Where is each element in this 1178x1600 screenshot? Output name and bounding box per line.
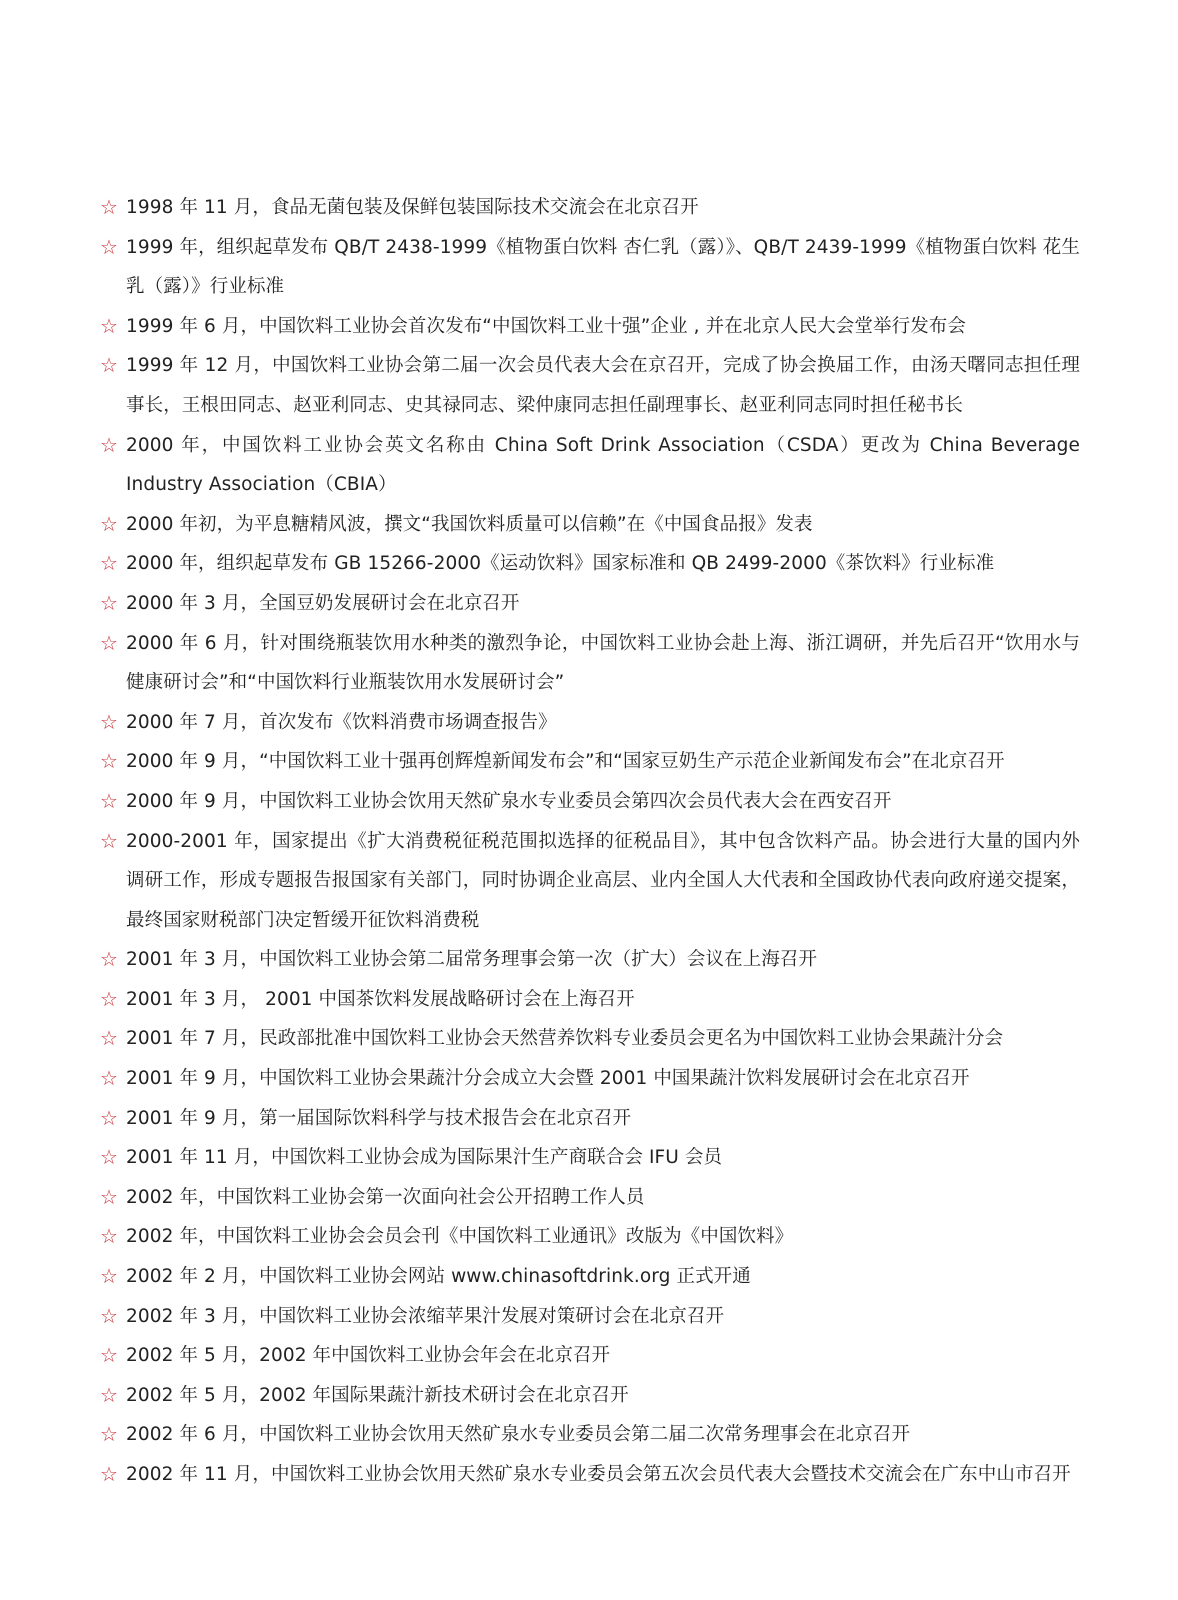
- event-item: [100, 1415, 1080, 1455]
- event-text: 2002 年 2 月，中国饮料工业协会网站 www.chinasoftdrink.org 正式开通: [126, 1266, 751, 1288]
- event-text: 1999 年 6 月，中国饮料工业协会首次发布“中国饮料工业十强”企业 , 并在北京人民大会堂举行发布会: [126, 315, 967, 337]
- star-outline-icon: ☆: [100, 1026, 119, 1051]
- star-outline-icon: ☆: [100, 551, 119, 576]
- event-text: 2001 年 3 月， 2001 中国茶饮料发展战略研讨会在上海召开: [126, 988, 635, 1010]
- event-text: 2002 年 5 月，2002 年国际果蔬汁新技术研讨会在北京召开: [126, 1384, 629, 1406]
- event-text: 2002 年，中国饮料工业协会第一次面向社会公开招聘工作人员: [126, 1186, 645, 1208]
- event-item: [100, 782, 1080, 822]
- star-outline-icon: ☆: [100, 749, 119, 774]
- event-item: [100, 584, 1080, 624]
- event-text: 2002 年 11 月，中国饮料工业协会饮用天然矿泉水专业委员会第五次会员代表大会暨技术交流会在广东中山市召开: [126, 1464, 1071, 1485]
- star-outline-icon: ☆: [100, 1224, 119, 1249]
- event-text: 2000 年，中国饮料工业协会英文名称由 China Soft Drink Association（CSDA）更改为 China Beverage Industry Association（CBIA）: [126, 434, 1080, 496]
- event-text: 2000 年 6 月，针对围绕瓶装饮用水种类的激烈争论，中国饮料工业协会赴上海、浙江调研，并先后召开“饮用水与健康研讨会”和“中国饮料行业瓶装饮用水发展研讨会”: [126, 632, 1080, 694]
- event-text: 2002 年，中国饮料工业协会会员会刊《中国饮料工业通讯》改版为《中国饮料》: [126, 1226, 794, 1248]
- event-item: [100, 188, 1080, 228]
- event-item: [100, 307, 1080, 347]
- event-text: 1999 年，组织起草发布 QB/T 2438-1999《植物蛋白饮料 杏仁乳（露）》、QB/T 2439-1999《植物蛋白饮料 花生乳（露）》行业标准: [126, 236, 1080, 298]
- event-item: [100, 1376, 1080, 1416]
- star-outline-icon: ☆: [100, 947, 119, 972]
- star-outline-icon: ☆: [100, 1382, 119, 1407]
- event-item: [100, 1257, 1080, 1297]
- star-outline-icon: ☆: [100, 432, 119, 457]
- event-item: [100, 1099, 1080, 1139]
- event-text: 2002 年 6 月，中国饮料工业协会饮用天然矿泉水专业委员会第二届二次常务理事会在北京召开: [126, 1424, 911, 1446]
- star-outline-icon: ☆: [100, 511, 119, 536]
- event-text: 1999 年 12 月，中国饮料工业协会第二届一次会员代表大会在京召开，完成了协会换届工作，由汤天曙同志担任理事长，王根田同志、赵亚利同志、史其禄同志、梁仲康同志担任副理事长、赵亚利同志同时担任秘书长: [126, 355, 1080, 416]
- star-outline-icon: ☆: [100, 788, 119, 813]
- event-item: [100, 1217, 1080, 1257]
- event-text: 2000-2001 年，国家提出《扩大消费税征税范围拟选择的征税品目》，其中包含饮料产品。协会进行大量的国内外调研工作，形成专题报告报国家有关部门，同时协调企业高层、业内全国人大代表和全国政协代表向政府递交提案，最终国家财税部门决定暂缓开征饮料消费税: [126, 830, 1080, 931]
- event-text: 2000 年初，为平息糖精风波，撰文“我国饮料质量可以信赖”在《中国食品报》发表: [126, 513, 813, 535]
- star-outline-icon: ☆: [100, 1264, 119, 1289]
- event-item: [100, 1297, 1080, 1337]
- event-text: 2001 年 9 月，中国饮料工业协会果蔬汁分会成立大会暨 2001 中国果蔬汁饮料发展研讨会在北京召开: [126, 1068, 970, 1090]
- event-text: 2000 年，组织起草发布 GB 15266-2000《运动饮料》国家标准和 QB 2499-2000《茶饮料》行业标准: [126, 553, 995, 575]
- event-text: 2002 年 3 月，中国饮料工业协会浓缩苹果汁发展对策研讨会在北京召开: [126, 1305, 725, 1327]
- star-outline-icon: ☆: [100, 1462, 119, 1486]
- star-outline-icon: ☆: [100, 234, 119, 259]
- event-item: [100, 1019, 1080, 1059]
- star-outline-icon: ☆: [100, 1105, 119, 1130]
- event-text: 2001 年 7 月，民政部批准中国饮料工业协会天然营养饮料专业委员会更名为中国饮料工业协会果蔬汁分会: [126, 1028, 1004, 1050]
- event-item: [100, 624, 1080, 703]
- star-outline-icon: ☆: [100, 195, 119, 219]
- event-text: 2000 年 7 月，首次发布《饮料消费市场调查报告》: [126, 711, 557, 733]
- star-outline-icon: ☆: [100, 1303, 119, 1328]
- event-item: [100, 980, 1080, 1020]
- event-text: 2000 年 9 月，“中国饮料工业十强再创辉煌新闻发布会”和“国家豆奶生产示范企业新闻发布会”在北京召开: [126, 751, 1005, 773]
- event-item: [100, 703, 1080, 743]
- event-item: [100, 940, 1080, 980]
- event-item: [100, 1059, 1080, 1099]
- event-item: [100, 544, 1080, 584]
- star-outline-icon: ☆: [100, 1343, 119, 1368]
- event-item: [100, 1178, 1080, 1218]
- star-outline-icon: ☆: [100, 630, 119, 655]
- star-outline-icon: ☆: [100, 828, 119, 853]
- star-outline-icon: ☆: [100, 313, 119, 338]
- star-outline-icon: ☆: [100, 353, 119, 378]
- event-text: 2001 年 3 月，中国饮料工业协会第二届常务理事会第一次（扩大）会议在上海召开: [126, 949, 818, 971]
- event-item: [100, 228, 1080, 307]
- star-outline-icon: ☆: [100, 1184, 119, 1209]
- star-outline-icon: ☆: [100, 1422, 119, 1447]
- event-text: 2000 年 9 月，中国饮料工业协会饮用天然矿泉水专业委员会第四次会员代表大会在西安召开: [126, 790, 892, 812]
- event-item: [100, 505, 1080, 545]
- event-item: [100, 346, 1080, 425]
- event-item: [100, 822, 1080, 941]
- event-item: [100, 742, 1080, 782]
- event-timeline-list: [100, 188, 1080, 1495]
- event-text: 1998 年 11 月，食品无菌包装及保鲜包装国际技术交流会在北京召开: [126, 197, 699, 218]
- event-text: 2000 年 3 月，全国豆奶发展研讨会在北京召开: [126, 592, 520, 614]
- star-outline-icon: ☆: [100, 1145, 119, 1170]
- event-text: 2002 年 5 月，2002 年中国饮料工业协会年会在北京召开: [126, 1345, 611, 1367]
- star-outline-icon: ☆: [100, 590, 119, 615]
- event-text: 2001 年 11 月，中国饮料工业协会成为国际果汁生产商联合会 IFU 会员: [126, 1147, 723, 1169]
- event-item: [100, 1336, 1080, 1376]
- event-item: [100, 1138, 1080, 1178]
- star-outline-icon: ☆: [100, 986, 119, 1011]
- star-outline-icon: ☆: [100, 709, 119, 734]
- event-item: [100, 426, 1080, 505]
- event-text: 2001 年 9 月，第一届国际饮料科学与技术报告会在北京召开: [126, 1107, 632, 1129]
- event-item: [100, 1455, 1080, 1495]
- star-outline-icon: ☆: [100, 1066, 119, 1091]
